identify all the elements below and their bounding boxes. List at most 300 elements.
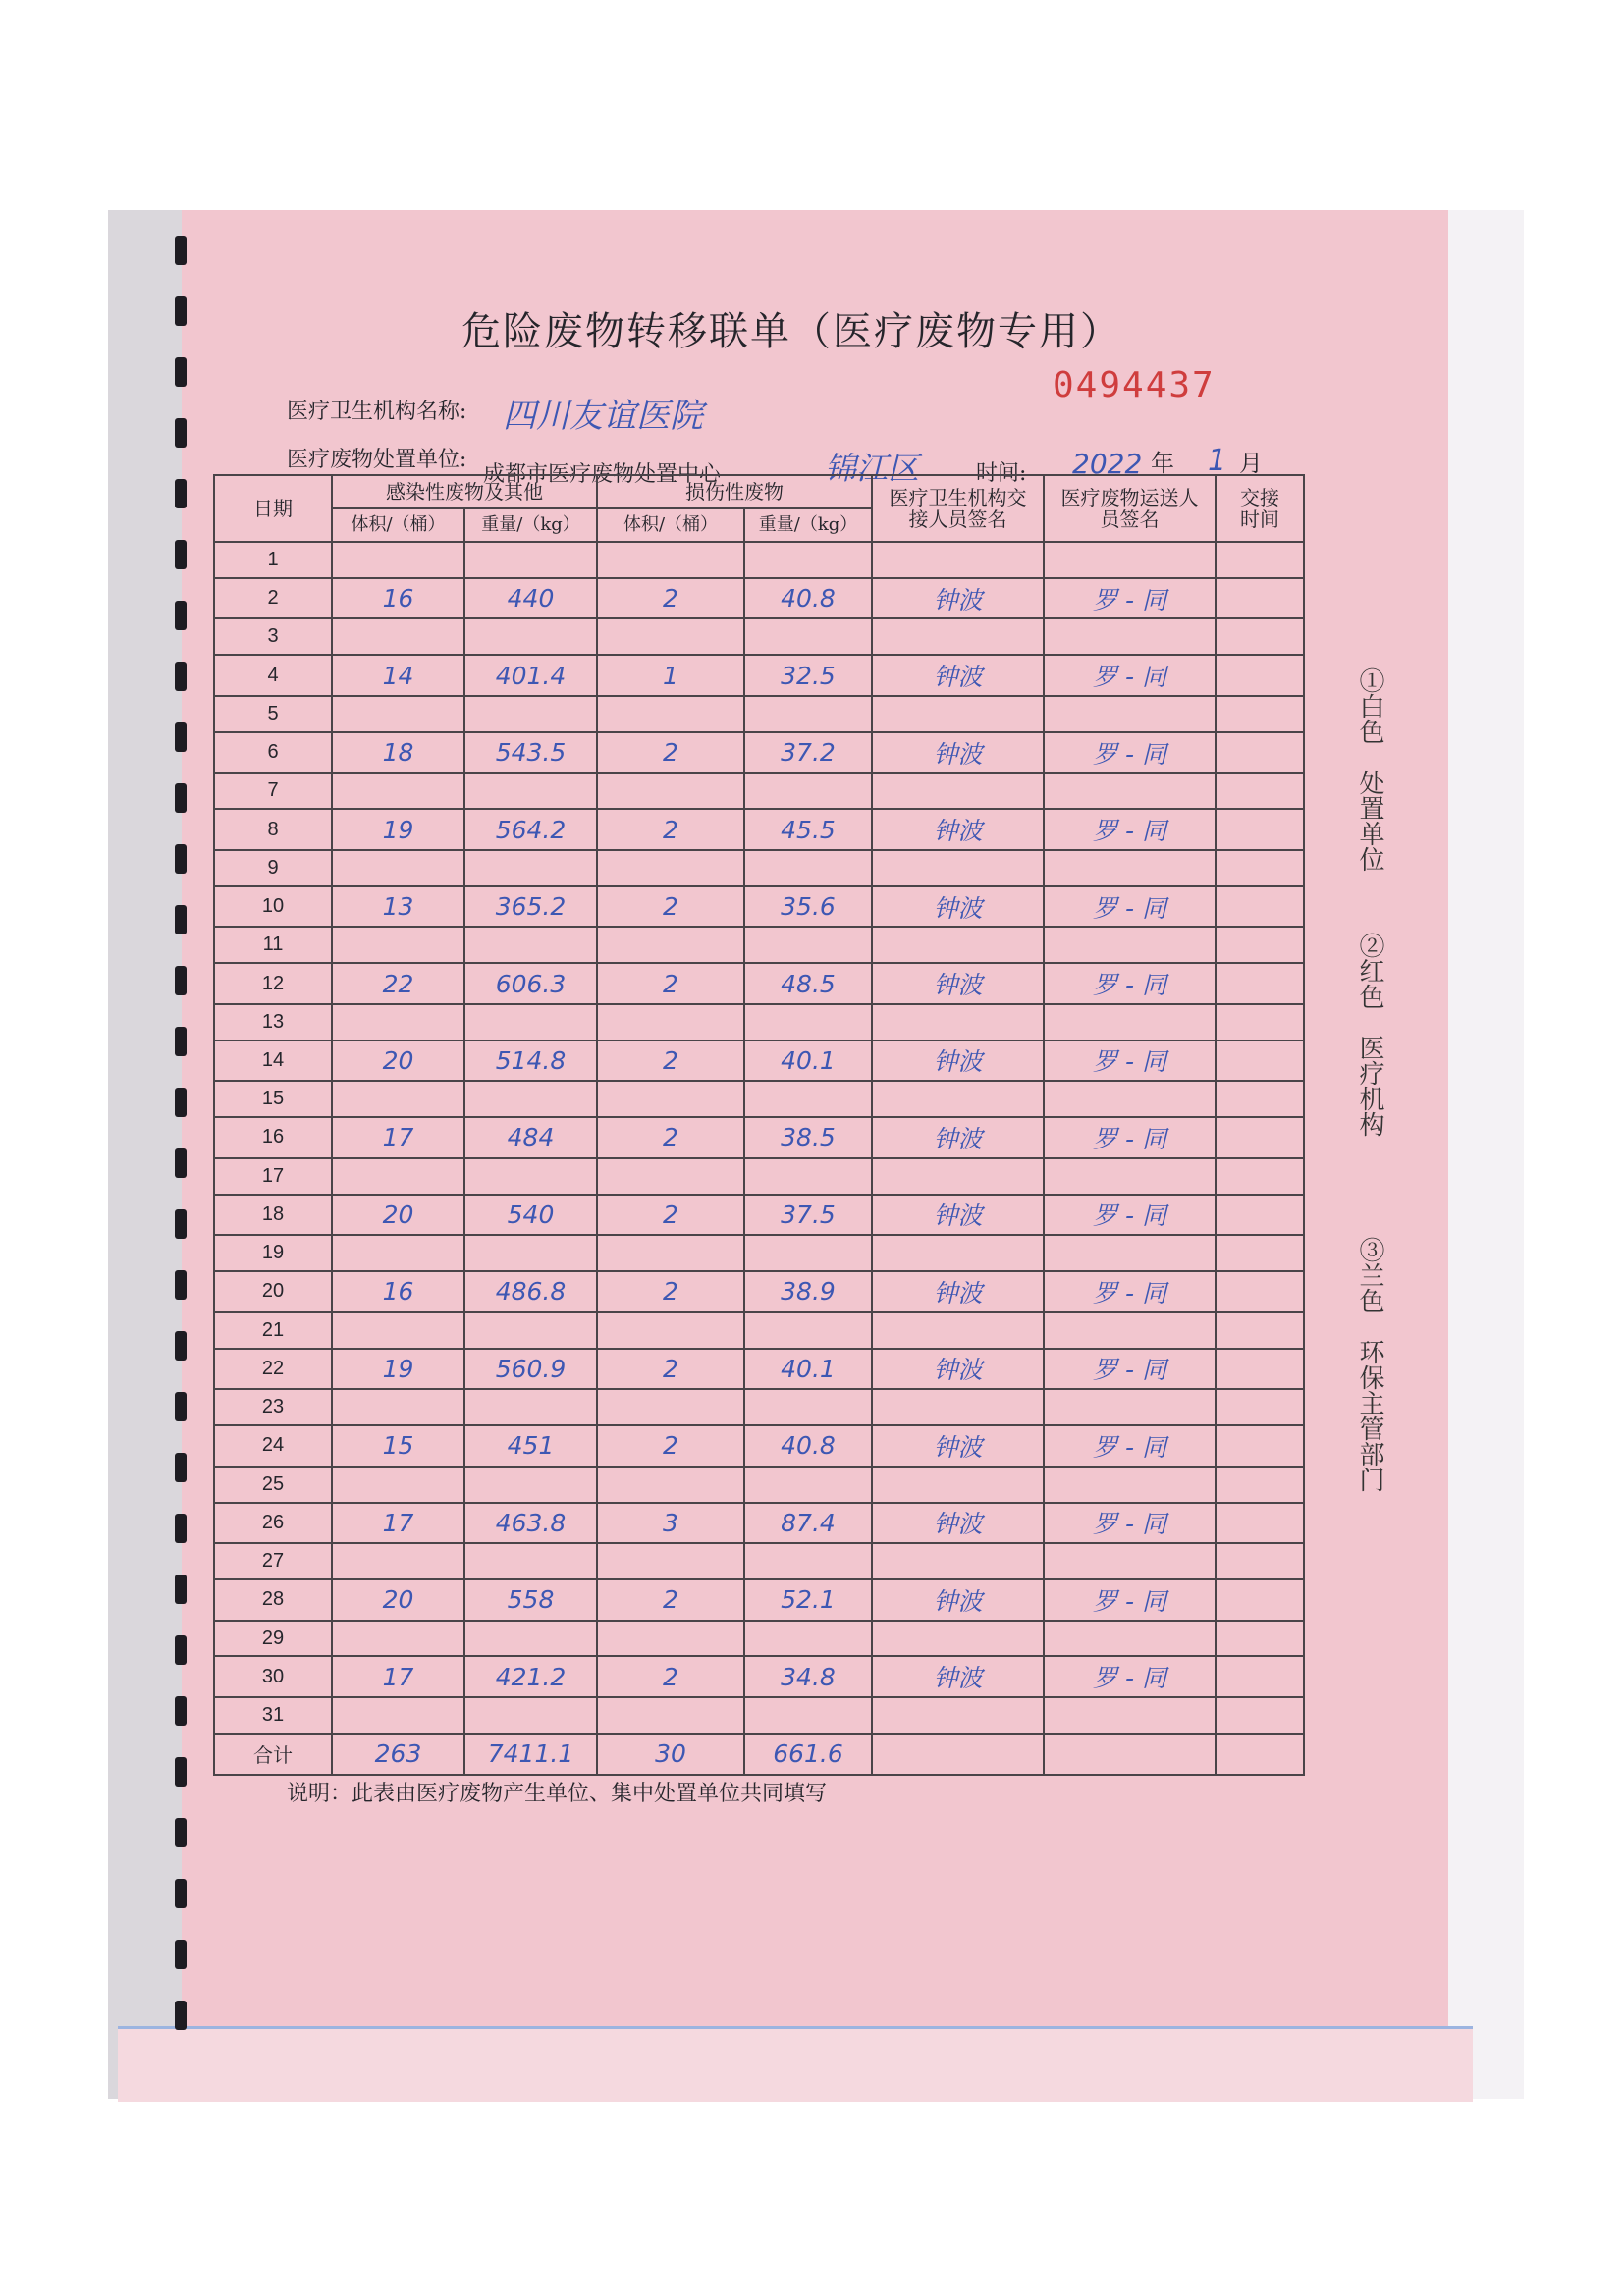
table-row	[214, 1158, 1304, 1195]
sharps-volume-cell	[597, 1697, 744, 1734]
sharps-weight-cell: 37.2	[744, 732, 872, 774]
handover-time-cell	[1216, 1081, 1304, 1117]
institution-signature-cell: 钟波	[872, 655, 1044, 696]
infectious-weight-cell	[464, 1312, 597, 1349]
serial-number: 0494437	[1053, 365, 1216, 405]
table-row	[214, 1349, 1304, 1390]
institution-signature-cell: 钟波	[872, 1656, 1044, 1697]
sharps-volume-cell	[597, 1389, 744, 1425]
transporter-signature-cell	[1044, 927, 1216, 963]
time-year: 2022	[1072, 448, 1143, 480]
infectious-volume-cell: 17	[332, 1503, 464, 1544]
institution-signature-cell	[872, 773, 1044, 809]
table-body	[214, 542, 1304, 1775]
day-cell: 15	[214, 1081, 332, 1117]
table-row	[214, 963, 1304, 1004]
institution-signature-cell	[872, 1621, 1044, 1657]
day-cell: 12	[214, 963, 332, 1004]
infectious-weight-cell	[464, 773, 597, 809]
handover-time-cell	[1216, 1235, 1304, 1271]
handover-time-cell	[1216, 1349, 1304, 1390]
infectious-weight-cell: 401.4	[464, 655, 597, 696]
infectious-weight-cell: 7411.1	[464, 1734, 597, 1775]
table-row	[214, 850, 1304, 886]
table-row	[214, 578, 1304, 619]
sharps-volume-cell: 2	[597, 732, 744, 774]
institution-label: 医疗卫生机构名称:	[287, 400, 467, 424]
sharps-volume-cell: 1	[597, 655, 744, 696]
institution-signature-cell: 钟波	[872, 1195, 1044, 1236]
handover-time-cell	[1216, 1389, 1304, 1425]
infectious-weight-cell	[464, 618, 597, 655]
sharps-weight-cell: 40.8	[744, 578, 872, 619]
sharps-volume-cell	[597, 1235, 744, 1271]
binding-hole	[175, 1818, 187, 1847]
sharps-volume-cell	[597, 927, 744, 963]
transporter-signature-cell: 罗 - 同	[1044, 1503, 1216, 1544]
binding-hole	[175, 1940, 187, 1969]
infectious-weight-cell	[464, 1158, 597, 1195]
sharps-weight-cell: 40.8	[744, 1425, 872, 1467]
table-row	[214, 1467, 1304, 1503]
handover-time-cell	[1216, 1656, 1304, 1697]
transporter-signature-cell: 罗 - 同	[1044, 655, 1216, 696]
sharps-weight-cell	[744, 1543, 872, 1579]
transporter-signature-cell: 罗 - 同	[1044, 732, 1216, 774]
binding-hole	[175, 1392, 187, 1421]
handover-time-cell	[1216, 732, 1304, 774]
institution-signature-cell: 钟波	[872, 732, 1044, 774]
sharps-volume-cell: 2	[597, 1041, 744, 1082]
day-cell: 25	[214, 1467, 332, 1503]
form-title: 危险废物转移联单（医疗废物专用）	[461, 309, 1121, 354]
institution-signature-cell	[872, 1312, 1044, 1349]
side-legend-item: ②红色 医疗机构	[1355, 933, 1384, 1137]
handover-time-cell	[1216, 1579, 1304, 1621]
infectious-weight-cell	[464, 542, 597, 578]
binding-hole	[175, 1514, 187, 1543]
sharps-volume-cell	[597, 1621, 744, 1657]
sharps-volume-cell: 2	[597, 1349, 744, 1390]
infectious-weight-cell: 558	[464, 1579, 597, 1621]
binding-hole	[175, 601, 187, 630]
institution-signature-cell	[872, 1004, 1044, 1041]
sharps-weight-cell	[744, 542, 872, 578]
infectious-volume-cell: 17	[332, 1117, 464, 1158]
infectious-weight-cell	[464, 1467, 597, 1503]
institution-signature-cell: 钟波	[872, 1579, 1044, 1621]
day-cell: 6	[214, 732, 332, 774]
infectious-weight-cell: 451	[464, 1425, 597, 1467]
waste-transfer-table	[213, 474, 1305, 1776]
sharps-volume-cell: 2	[597, 1425, 744, 1467]
table-row	[214, 886, 1304, 928]
sharps-volume-cell: 2	[597, 1195, 744, 1236]
institution-signature-cell: 钟波	[872, 809, 1044, 850]
day-cell: 11	[214, 927, 332, 963]
infectious-volume-cell	[332, 1467, 464, 1503]
institution-signature-cell	[872, 1697, 1044, 1734]
sharps-volume-cell: 3	[597, 1503, 744, 1544]
day-cell: 20	[214, 1271, 332, 1312]
infectious-volume-cell: 18	[332, 732, 464, 774]
institution-signature-cell: 钟波	[872, 1271, 1044, 1312]
disposal-value: 成都市医疗废物处置中心	[483, 462, 722, 487]
table-row	[214, 1041, 1304, 1082]
transporter-signature-cell	[1044, 1004, 1216, 1041]
institution-signature-cell	[872, 1467, 1044, 1503]
institution-signature-cell: 钟波	[872, 1117, 1044, 1158]
day-cell: 10	[214, 886, 332, 928]
day-cell: 8	[214, 809, 332, 850]
disposal-label: 医疗废物处置单位:	[287, 448, 467, 472]
table-row	[214, 696, 1304, 732]
table-row	[214, 1004, 1304, 1041]
binding-hole	[175, 905, 187, 934]
day-cell: 22	[214, 1349, 332, 1390]
handover-time-cell	[1216, 618, 1304, 655]
institution-signature-cell	[872, 542, 1044, 578]
infectious-volume-cell: 16	[332, 578, 464, 619]
infectious-volume-cell	[332, 850, 464, 886]
infectious-weight-cell	[464, 1697, 597, 1734]
institution-signature-cell	[872, 1389, 1044, 1425]
day-cell: 4	[214, 655, 332, 696]
infectious-volume-cell: 19	[332, 1349, 464, 1390]
transporter-signature-cell	[1044, 773, 1216, 809]
infectious-volume-cell: 263	[332, 1734, 464, 1775]
table-row	[214, 1503, 1304, 1544]
sharps-volume-cell: 2	[597, 1271, 744, 1312]
infectious-weight-cell: 486.8	[464, 1271, 597, 1312]
header-infectious-weight: 重量/（kg）	[464, 508, 597, 542]
sharps-volume-cell	[597, 696, 744, 732]
infectious-volume-cell	[332, 618, 464, 655]
transporter-signature-cell	[1044, 696, 1216, 732]
institution-signature-cell	[872, 1235, 1044, 1271]
handover-time-cell	[1216, 1041, 1304, 1082]
infectious-weight-cell: 365.2	[464, 886, 597, 928]
sharps-volume-cell	[597, 773, 744, 809]
sharps-volume-cell	[597, 1004, 744, 1041]
infectious-volume-cell: 13	[332, 886, 464, 928]
transporter-signature-cell	[1044, 1467, 1216, 1503]
infectious-volume-cell: 22	[332, 963, 464, 1004]
infectious-volume-cell	[332, 1697, 464, 1734]
infectious-volume-cell: 15	[332, 1425, 464, 1467]
day-cell: 5	[214, 696, 332, 732]
day-cell: 3	[214, 618, 332, 655]
sharps-volume-cell: 2	[597, 886, 744, 928]
infectious-weight-cell: 421.2	[464, 1656, 597, 1697]
institution-signature-cell: 钟波	[872, 1349, 1044, 1390]
header-transporter-signature: 医疗废物运送人员签名	[1044, 475, 1216, 542]
binding-hole	[175, 1209, 187, 1239]
table-row	[214, 1117, 1304, 1158]
sharps-weight-cell: 35.6	[744, 886, 872, 928]
transporter-signature-cell: 罗 - 同	[1044, 1195, 1216, 1236]
sharps-volume-cell	[597, 542, 744, 578]
day-cell: 31	[214, 1697, 332, 1734]
sharps-volume-cell: 2	[597, 963, 744, 1004]
page-edge	[1443, 210, 1524, 2099]
binding-hole	[175, 479, 187, 508]
sharps-volume-cell: 30	[597, 1734, 744, 1775]
sharps-volume-cell	[597, 1158, 744, 1195]
handover-time-cell	[1216, 1543, 1304, 1579]
handover-time-cell	[1216, 850, 1304, 886]
day-cell: 29	[214, 1621, 332, 1657]
transporter-signature-cell: 罗 - 同	[1044, 1656, 1216, 1697]
table-row	[214, 1195, 1304, 1236]
day-cell: 28	[214, 1579, 332, 1621]
infectious-weight-cell: 564.2	[464, 809, 597, 850]
table-row	[214, 1697, 1304, 1734]
binding-hole	[175, 1088, 187, 1117]
binding-hole	[175, 722, 187, 752]
sharps-weight-cell: 40.1	[744, 1041, 872, 1082]
day-cell: 13	[214, 1004, 332, 1041]
institution-signature-cell: 钟波	[872, 886, 1044, 928]
binding-hole	[175, 1757, 187, 1787]
binding-hole	[175, 1148, 187, 1178]
form-note: 说明：此表由医疗废物产生单位、集中处置单位共同填写	[287, 1782, 828, 1806]
sharps-weight-cell: 48.5	[744, 963, 872, 1004]
table-row	[214, 1081, 1304, 1117]
infectious-volume-cell	[332, 696, 464, 732]
day-cell: 19	[214, 1235, 332, 1271]
day-cell: 18	[214, 1195, 332, 1236]
infectious-weight-cell	[464, 1235, 597, 1271]
infectious-volume-cell: 19	[332, 809, 464, 850]
sharps-weight-cell	[744, 1312, 872, 1349]
table-row	[214, 1312, 1304, 1349]
sharps-weight-cell: 87.4	[744, 1503, 872, 1544]
handover-time-cell	[1216, 578, 1304, 619]
transporter-signature-cell: 罗 - 同	[1044, 1117, 1216, 1158]
sharps-weight-cell: 34.8	[744, 1656, 872, 1697]
handover-time-cell	[1216, 1004, 1304, 1041]
sharps-weight-cell	[744, 773, 872, 809]
handover-time-cell	[1216, 1271, 1304, 1312]
binding-hole	[175, 783, 187, 813]
institution-signature-cell	[872, 696, 1044, 732]
institution-signature-cell: 钟波	[872, 1041, 1044, 1082]
header-sharps-volume: 体积/（桶）	[597, 508, 744, 542]
sharps-weight-cell: 45.5	[744, 809, 872, 850]
table-row	[214, 1734, 1304, 1775]
binding-hole	[175, 1575, 187, 1604]
transporter-signature-cell	[1044, 618, 1216, 655]
handover-time-cell	[1216, 1195, 1304, 1236]
header-date: 日期	[214, 475, 332, 542]
transporter-signature-cell	[1044, 1621, 1216, 1657]
binding-hole	[175, 1331, 187, 1361]
infectious-volume-cell	[332, 1543, 464, 1579]
transporter-signature-cell	[1044, 1734, 1216, 1775]
handover-time-cell	[1216, 773, 1304, 809]
sharps-weight-cell: 32.5	[744, 655, 872, 696]
binding-hole	[175, 2001, 187, 2030]
infectious-weight-cell	[464, 1621, 597, 1657]
year-char: 年	[1151, 450, 1174, 477]
infectious-volume-cell: 17	[332, 1656, 464, 1697]
infectious-volume-cell	[332, 1004, 464, 1041]
sharps-volume-cell	[597, 1312, 744, 1349]
infectious-volume-cell	[332, 1158, 464, 1195]
infectious-volume-cell: 20	[332, 1579, 464, 1621]
transporter-signature-cell	[1044, 1158, 1216, 1195]
binding-hole	[175, 418, 187, 448]
transporter-signature-cell: 罗 - 同	[1044, 809, 1216, 850]
transporter-signature-cell: 罗 - 同	[1044, 1579, 1216, 1621]
handover-time-cell	[1216, 1425, 1304, 1467]
sharps-weight-cell	[744, 850, 872, 886]
table-row	[214, 655, 1304, 696]
institution-signature-cell: 钟波	[872, 1425, 1044, 1467]
infectious-weight-cell	[464, 1081, 597, 1117]
day-cell: 9	[214, 850, 332, 886]
table-row	[214, 1271, 1304, 1312]
handover-time-cell	[1216, 1467, 1304, 1503]
table-row	[214, 618, 1304, 655]
institution-signature-cell	[872, 850, 1044, 886]
sharps-weight-cell	[744, 618, 872, 655]
header-sharps-waste: 损伤性废物	[597, 475, 872, 508]
table-row	[214, 1235, 1304, 1271]
day-cell: 7	[214, 773, 332, 809]
binding-hole	[175, 662, 187, 691]
handover-time-cell	[1216, 1697, 1304, 1734]
binding-hole	[175, 357, 187, 387]
day-cell: 21	[214, 1312, 332, 1349]
binding-hole	[175, 966, 187, 995]
table-row	[214, 1389, 1304, 1425]
infectious-weight-cell	[464, 927, 597, 963]
table-row	[214, 1621, 1304, 1657]
header-sharps-weight: 重量/（kg）	[744, 508, 872, 542]
sharps-volume-cell: 2	[597, 1117, 744, 1158]
sharps-weight-cell: 661.6	[744, 1734, 872, 1775]
institution-signature-cell	[872, 1543, 1044, 1579]
sharps-weight-cell	[744, 1621, 872, 1657]
next-sheet-edge	[118, 2026, 1473, 2102]
sharps-weight-cell	[744, 1235, 872, 1271]
transporter-signature-cell: 罗 - 同	[1044, 886, 1216, 928]
transporter-signature-cell	[1044, 1543, 1216, 1579]
month-char: 月	[1239, 450, 1263, 477]
sharps-weight-cell	[744, 927, 872, 963]
transporter-signature-cell: 罗 - 同	[1044, 1349, 1216, 1390]
table-row	[214, 1579, 1304, 1621]
header-infectious-waste: 感染性废物及其他	[332, 475, 597, 508]
transporter-signature-cell	[1044, 1312, 1216, 1349]
infectious-volume-cell: 14	[332, 655, 464, 696]
infectious-weight-cell: 514.8	[464, 1041, 597, 1082]
binding-hole	[175, 1027, 187, 1056]
table-row	[214, 809, 1304, 850]
day-cell: 30	[214, 1656, 332, 1697]
sharps-volume-cell	[597, 1543, 744, 1579]
binding-hole	[175, 844, 187, 874]
sharps-weight-cell: 38.5	[744, 1117, 872, 1158]
infectious-weight-cell: 540	[464, 1195, 597, 1236]
institution-signature-cell	[872, 1734, 1044, 1775]
day-cell: 1	[214, 542, 332, 578]
binding-hole	[175, 236, 187, 265]
sharps-weight-cell	[744, 1389, 872, 1425]
infectious-volume-cell	[332, 927, 464, 963]
transporter-signature-cell: 罗 - 同	[1044, 1041, 1216, 1082]
institution-signature-cell	[872, 1081, 1044, 1117]
institution-signature-cell: 钟波	[872, 1503, 1044, 1544]
table-row	[214, 1425, 1304, 1467]
handover-time-cell	[1216, 1117, 1304, 1158]
handover-time-cell	[1216, 1503, 1304, 1544]
binding-hole	[175, 296, 187, 326]
side-legend-item: ③兰色 环保主管部门	[1355, 1237, 1384, 1492]
infectious-weight-cell: 484	[464, 1117, 597, 1158]
day-cell: 14	[214, 1041, 332, 1082]
sharps-volume-cell	[597, 1467, 744, 1503]
infectious-weight-cell: 543.5	[464, 732, 597, 774]
header-infectious-volume: 体积/（桶）	[332, 508, 464, 542]
infectious-weight-cell: 463.8	[464, 1503, 597, 1544]
header-handover-time: 交接时间	[1216, 475, 1304, 542]
sharps-weight-cell: 52.1	[744, 1579, 872, 1621]
day-cell: 27	[214, 1543, 332, 1579]
sharps-weight-cell	[744, 1004, 872, 1041]
handover-time-cell	[1216, 696, 1304, 732]
transporter-signature-cell: 罗 - 同	[1044, 578, 1216, 619]
sharps-volume-cell: 2	[597, 1656, 744, 1697]
infectious-volume-cell	[332, 1312, 464, 1349]
handover-time-cell	[1216, 1312, 1304, 1349]
table-row	[214, 1656, 1304, 1697]
institution-signature-cell: 钟波	[872, 578, 1044, 619]
institution-signature-cell: 钟波	[872, 963, 1044, 1004]
transporter-signature-cell: 罗 - 同	[1044, 1425, 1216, 1467]
infectious-volume-cell	[332, 1235, 464, 1271]
infectious-weight-cell	[464, 1543, 597, 1579]
institution-value: 四川友谊医院	[503, 397, 703, 436]
sharps-volume-cell	[597, 618, 744, 655]
infectious-volume-cell	[332, 773, 464, 809]
sharps-volume-cell	[597, 1081, 744, 1117]
institution-signature-cell	[872, 618, 1044, 655]
table-row	[214, 542, 1304, 578]
day-cell: 24	[214, 1425, 332, 1467]
header-institution-signature: 医疗卫生机构交接人员签名	[872, 475, 1044, 542]
table-row	[214, 773, 1304, 809]
binding-hole	[175, 1453, 187, 1482]
infectious-volume-cell	[332, 1081, 464, 1117]
binding-hole	[175, 540, 187, 569]
table-row	[214, 927, 1304, 963]
transporter-signature-cell	[1044, 542, 1216, 578]
infectious-weight-cell	[464, 1389, 597, 1425]
infectious-weight-cell	[464, 696, 597, 732]
sharps-weight-cell	[744, 1467, 872, 1503]
infectious-weight-cell	[464, 1004, 597, 1041]
day-cell: 2	[214, 578, 332, 619]
day-cell: 23	[214, 1389, 332, 1425]
handover-time-cell	[1216, 1734, 1304, 1775]
infectious-volume-cell: 20	[332, 1041, 464, 1082]
day-cell: 17	[214, 1158, 332, 1195]
infectious-volume-cell: 20	[332, 1195, 464, 1236]
transporter-signature-cell: 罗 - 同	[1044, 1271, 1216, 1312]
